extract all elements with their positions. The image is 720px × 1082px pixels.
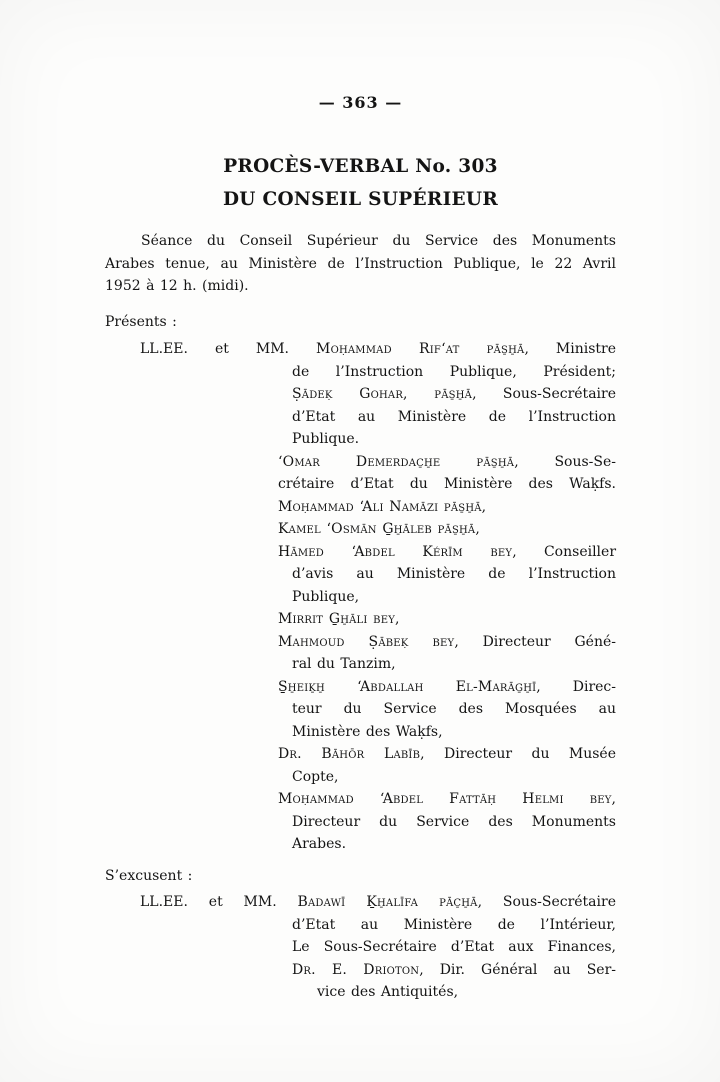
section-label-presents: Présents :: [105, 313, 177, 330]
attendee-line: [292, 721, 616, 744]
line-text: vice des Antiquités,: [317, 984, 459, 1000]
attendee-line: [292, 936, 616, 959]
line-text: Directeur du Service des Monuments: [292, 813, 616, 830]
person-name: S̱ẖeiḵẖ ‘Abdallah El-Marāg̱ẖī: [278, 678, 537, 695]
line-text: , Sous-Secrétaire: [472, 386, 616, 402]
attendee-list-excuses: [105, 891, 616, 1004]
attendee-line: [292, 428, 616, 451]
section-label-excuses: S’excusent :: [105, 867, 193, 884]
line-text: Ministère des Waḳfs,: [292, 723, 443, 740]
line-text: Arabes.: [292, 836, 347, 852]
person-name: Kamel ‘Osmān G̱ẖāleb pās̱ẖā: [278, 521, 476, 537]
attendee-line: [140, 891, 616, 914]
person-name: Mahmoud Ṣābeḳ bey: [278, 633, 455, 650]
line-text: de l’Instruction Publique, Président;: [292, 363, 616, 380]
line-text: , Directeur du Musée: [420, 746, 616, 762]
attendee-line: [278, 473, 616, 496]
attendee-line: [292, 833, 616, 856]
line-text: , Direc-: [536, 678, 617, 695]
attendee-line: [140, 338, 616, 361]
attendee-line: [317, 981, 616, 1004]
attendee-line: [278, 743, 616, 766]
line-text: , Sous-Se-: [514, 453, 616, 470]
person-name: Dr. Bāhōr Labīb: [278, 746, 421, 762]
person-name: Moḥammad ‘Ali Namāzi pās̱ẖā: [278, 498, 482, 515]
line-text: , Dir. Général au Ser-: [419, 961, 616, 978]
attendee-line: [278, 451, 616, 474]
person-name: Hāmed ‘Abdel Kérīm bey: [278, 543, 513, 560]
attendee-line: [292, 586, 616, 609]
line-text: , Ministre: [524, 341, 617, 357]
line-text: d’avis au Ministère de l’Instruction: [292, 566, 616, 582]
person-name: Mirrit G̱ẖāli bey: [278, 611, 396, 627]
line-text: Publique.: [292, 431, 360, 447]
line-text: , Sous-Secrétaire: [477, 894, 616, 910]
line-text: Le Sous-Secrétaire d’Etat aux Finances,: [292, 939, 616, 955]
attendee-line: [292, 361, 616, 384]
line-text: , Directeur Géné-: [454, 633, 616, 650]
intro-line: 1952 à 12 h. (midi).: [105, 278, 249, 294]
page-content: [105, 0, 616, 1004]
line-text: Copte,: [292, 768, 339, 785]
person-name: Badawī Ḵẖalīfa pāc̱ẖā: [297, 894, 478, 910]
person-name: ‘Omar Demerdac̱ẖe pās̱ẖā: [278, 453, 515, 470]
line-text: ,: [481, 498, 487, 515]
attendee-line: [292, 914, 616, 937]
attendee-line: [278, 631, 616, 654]
intro-line: Séance du Conseil Supérieur du Service des Monuments: [141, 233, 616, 249]
line-text: LL.EE. et MM.: [140, 894, 298, 910]
intro-paragraph: [105, 230, 616, 298]
attendee-line: [278, 788, 616, 811]
attendee-line: [278, 496, 616, 519]
person-name: Dr. E. Drioton: [292, 961, 420, 978]
attendee-line: [292, 383, 616, 406]
attendee-line: [292, 766, 616, 789]
line-text: , Conseiller: [512, 543, 617, 560]
line-text: ,: [475, 521, 480, 537]
line-text: ral du Tanzim,: [292, 656, 396, 672]
person-name: Ṣādeḳ Gohar, pās̱ẖā: [292, 386, 473, 402]
attendee-line: [278, 676, 616, 699]
attendee-line: [292, 406, 616, 429]
line-text: Publique,: [292, 588, 360, 605]
attendee-line: [292, 563, 616, 586]
doc-title-line2: DU CONSEIL SUPÉRIEUR: [222, 189, 499, 210]
attendee-line: [278, 518, 616, 541]
page-number: — 363 —: [318, 93, 403, 112]
intro-line: Arabes tenue, au Ministère de l’Instruction Publique, le 22 Avril: [105, 255, 616, 272]
attendee-line: [292, 811, 616, 834]
attendee-line: [292, 959, 616, 982]
line-text: teur du Service des Mosquées au: [292, 701, 616, 717]
line-text: ,: [611, 791, 616, 807]
line-text: crétaire d’Etat du Ministère des Waḳfs.: [278, 476, 616, 492]
attendee-line: [278, 608, 616, 631]
doc-title-line1: PROCÈS-VERBAL No. 303: [223, 156, 498, 177]
person-name: Moḥammad Rif‘at pās̱ẖā: [316, 341, 525, 357]
line-text: d’Etat au Ministère de l’Instruction: [292, 408, 616, 425]
attendee-line: [278, 541, 616, 564]
attendee-line: [292, 698, 616, 721]
attendee-list-presents: [105, 338, 616, 856]
line-text: ,: [395, 611, 400, 627]
line-text: d’Etat au Ministère de l’Intérieur,: [292, 916, 616, 933]
line-text: LL.EE. et MM.: [140, 341, 317, 357]
attendee-line: [292, 653, 616, 676]
person-name: Moḥammad ‘Abdel Fattāḥ Helmi bey: [278, 791, 612, 807]
